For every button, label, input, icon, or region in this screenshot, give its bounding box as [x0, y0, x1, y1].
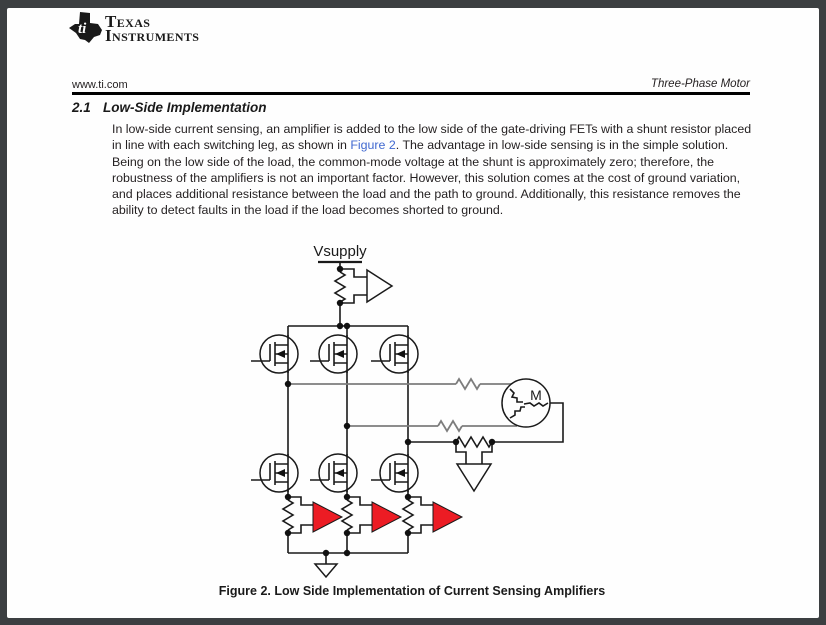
- header-doc-title: Three-Phase Motor: [650, 78, 750, 90]
- mosfet-high-side-3: [371, 335, 418, 373]
- figure-caption: Figure 2. Low Side Implementation of Current Sensing Amplifiers: [218, 584, 606, 598]
- phase-b-resistor: [438, 421, 462, 431]
- figure-2-link[interactable]: Figure 2: [350, 138, 396, 153]
- current-sense-amp-red-2: [347, 497, 401, 533]
- paragraph-text-after: . The advantage in low-side sensing is in the simple solution. Being on the low side of the load, the common-mode voltage at the shunt is approximately zero; therefore, the robustness of the amplifiers is not an important factor. However, this solution comes at the cost of ground variation, and places additional resistance between the load and the path to ground. Additionally, this resistance removes the ability to detect faults in the load if the load becomes shorted to ground.: [112, 138, 741, 218]
- mosfet-high-side-1: [251, 335, 298, 373]
- motor-label: M: [530, 387, 542, 403]
- header-rule: [72, 92, 750, 95]
- mosfet-low-side-1: [251, 454, 298, 492]
- low-side-shunt-1: [283, 500, 293, 530]
- supply-sense-amplifier: [340, 269, 392, 303]
- vsupply-label: Vsupply: [313, 243, 367, 260]
- section-number: 2.1: [72, 100, 91, 115]
- body-paragraph: [112, 121, 752, 219]
- current-sense-amp-red-3: [408, 497, 462, 533]
- phase-c-resistor: [456, 437, 492, 447]
- ground-symbol: [315, 553, 337, 577]
- header-url: www.ti.com: [72, 79, 128, 91]
- ti-glyph-letters: ti: [78, 21, 87, 37]
- mosfet-high-side-2: [310, 335, 357, 373]
- mosfet-low-side-2: [310, 454, 357, 492]
- brand-line-texas: Texas: [105, 12, 151, 31]
- mosfet-low-side-3: [371, 454, 418, 492]
- brand-wordmark: [105, 12, 200, 45]
- circuit-diagram: [220, 236, 640, 584]
- low-side-shunt-2: [342, 500, 352, 530]
- paragraph-text-before: In low-side current sensing, an amplifier is added to the low side of the gate-driving FETs with a shunt resistor placed in line with each switching leg, as shown in: [112, 122, 752, 153]
- low-side-shunt-3: [403, 500, 413, 530]
- section-title: Low-Side Implementation: [103, 100, 267, 115]
- phase-a-resistor: [456, 379, 480, 389]
- motor: [502, 379, 550, 427]
- brand-line-instruments: Instruments: [105, 26, 200, 45]
- ti-texas-logo-icon: [68, 11, 103, 45]
- supply-shunt-resistor: [335, 272, 345, 302]
- phase-c-amplifier: [456, 442, 492, 491]
- current-sense-amp-red-1: [288, 497, 342, 533]
